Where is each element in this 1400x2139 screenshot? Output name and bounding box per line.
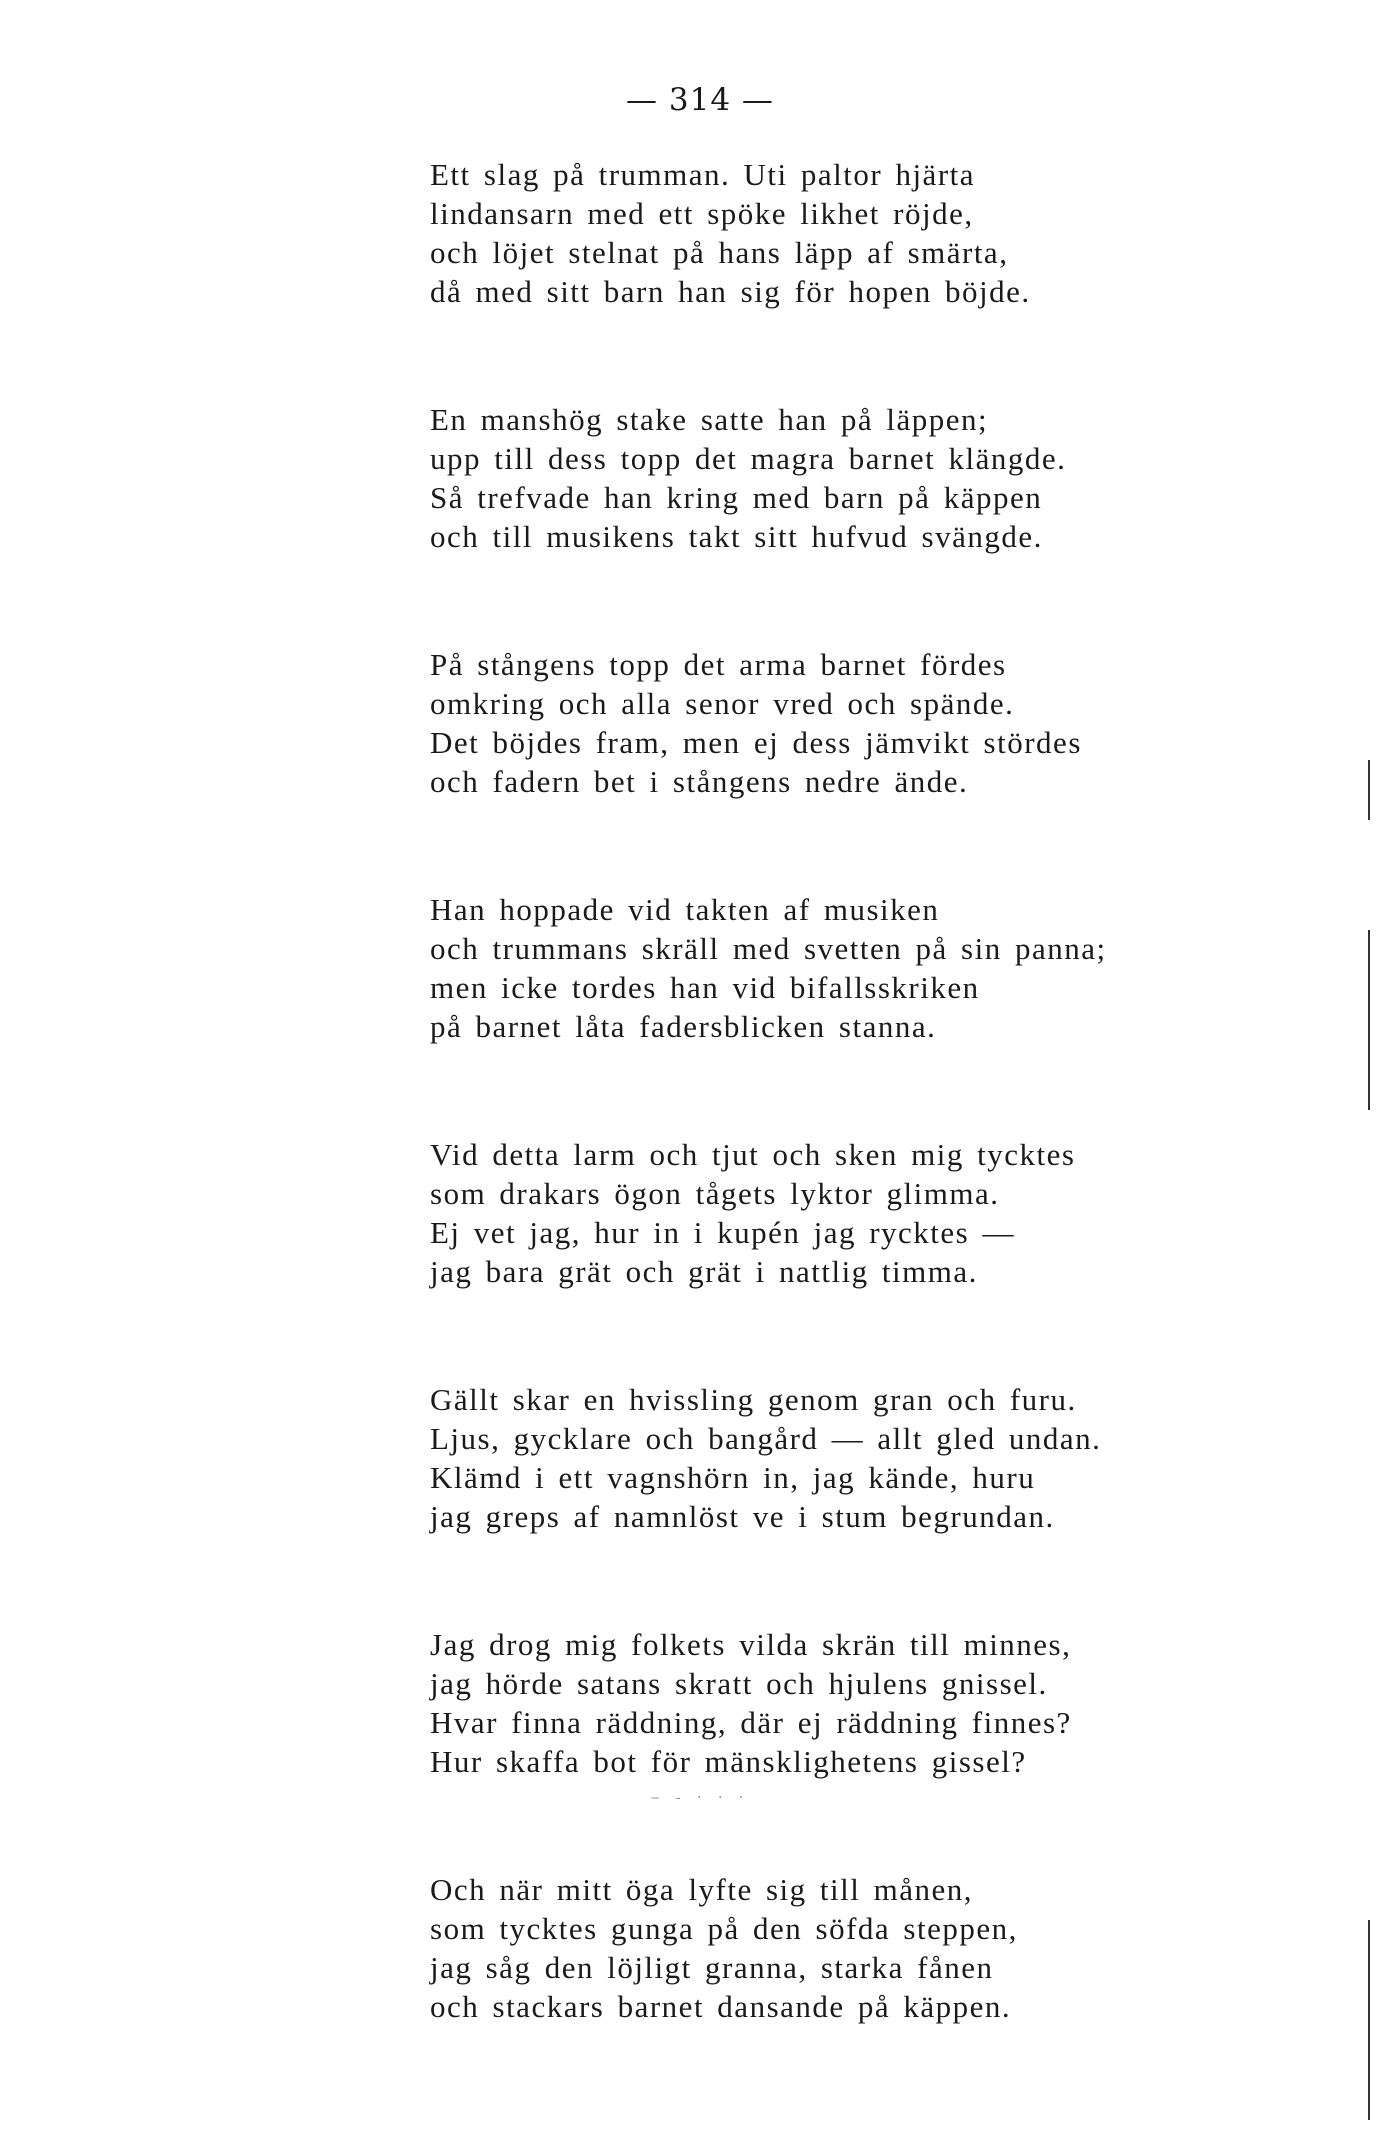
poem-line: lindansarn med ett spöke likhet röjde, xyxy=(430,196,974,231)
poem-line: jag bara grät och grät i nattlig timma. xyxy=(430,1254,978,1289)
scan-edge-mark xyxy=(1368,1920,1370,2120)
poem-line: som tycktes gunga på den söfda steppen, xyxy=(430,1911,1018,1946)
scan-edge-mark xyxy=(1368,760,1370,820)
poem-line: och till musikens takt sitt hufvud svängde. xyxy=(430,519,1043,554)
poem-line: som drakars ögon tågets lyktor glimma. xyxy=(430,1176,1000,1211)
poem-line: och trummans skräll med svetten på sin panna; xyxy=(430,931,1107,966)
poem-line: och löjet stelnat på hans läpp af smärta, xyxy=(430,235,1009,270)
poem-line: Och när mitt öga lyfte sig till månen, xyxy=(430,1872,974,1907)
stanza-5 xyxy=(430,1135,1290,1380)
poem xyxy=(430,155,1290,2115)
poem-line: Klämd i ett vagnshörn in, jag kände, huru xyxy=(430,1460,1036,1495)
stanza-1 xyxy=(430,155,1290,400)
poem-line: Jag drog mig folkets vilda skrän till minnes, xyxy=(430,1627,1072,1662)
poem-line: omkring och alla senor vred och spände. xyxy=(430,686,1015,721)
stanza-8 xyxy=(430,1870,1290,2115)
poem-line: då med sitt barn han sig för hopen böjde. xyxy=(430,274,1031,309)
poem-line: Så trefvade han kring med barn på käppen xyxy=(430,480,1043,515)
poem-line: På stångens topp det arma barnet fördes xyxy=(430,647,1007,682)
poem-line: jag hörde satans skratt och hjulens gnissel. xyxy=(430,1666,1048,1701)
poem-line: Det böjdes fram, men ej dess jämvikt stördes xyxy=(430,725,1082,760)
poem-line: och fadern bet i stångens nedre ände. xyxy=(430,764,969,799)
page-number: — 314 — xyxy=(626,82,774,118)
poem-line: upp till dess topp det magra barnet klängde. xyxy=(430,441,1067,476)
poem-line: Gällt skar en hvissling genom gran och furu. xyxy=(430,1382,1077,1417)
stanza-7 xyxy=(430,1625,1290,1870)
stanza-2 xyxy=(430,400,1290,645)
poem-line: Han hoppade vid takten af musiken xyxy=(430,892,940,927)
poem-line: Ej vet jag, hur in i kupén jag rycktes — xyxy=(430,1215,1015,1250)
poem-line: Ett slag på trumman. Uti paltor hjärta xyxy=(430,157,976,192)
end-ornament: ‒ ‑ · · · xyxy=(650,1790,750,1806)
poem-line: Hur skaffa bot för mänsklighetens gissel? xyxy=(430,1744,1027,1779)
poem-line: Vid detta larm och tjut och sken mig tycktes xyxy=(430,1137,1076,1172)
poem-line: och stackars barnet dansande på käppen. xyxy=(430,1989,1012,2024)
stanza-6 xyxy=(430,1380,1290,1625)
poem-line: men icke tordes han vid bifallsskriken xyxy=(430,970,980,1005)
poem-line: på barnet låta fadersblicken stanna. xyxy=(430,1009,937,1044)
poem-line: jag greps af namnlöst ve i stum begrundan. xyxy=(430,1499,1055,1534)
poem-line: En manshög stake satte han på läppen; xyxy=(430,402,989,437)
scan-edge-mark xyxy=(1368,930,1370,1110)
poem-line: Ljus, gycklare och bangård — allt gled undan. xyxy=(430,1421,1102,1456)
poem-line: jag såg den löjligt granna, starka fånen xyxy=(430,1950,994,1985)
stanza-3 xyxy=(430,645,1290,890)
poem-line: Hvar finna räddning, där ej räddning finnes? xyxy=(430,1705,1072,1740)
stanza-4 xyxy=(430,890,1290,1135)
